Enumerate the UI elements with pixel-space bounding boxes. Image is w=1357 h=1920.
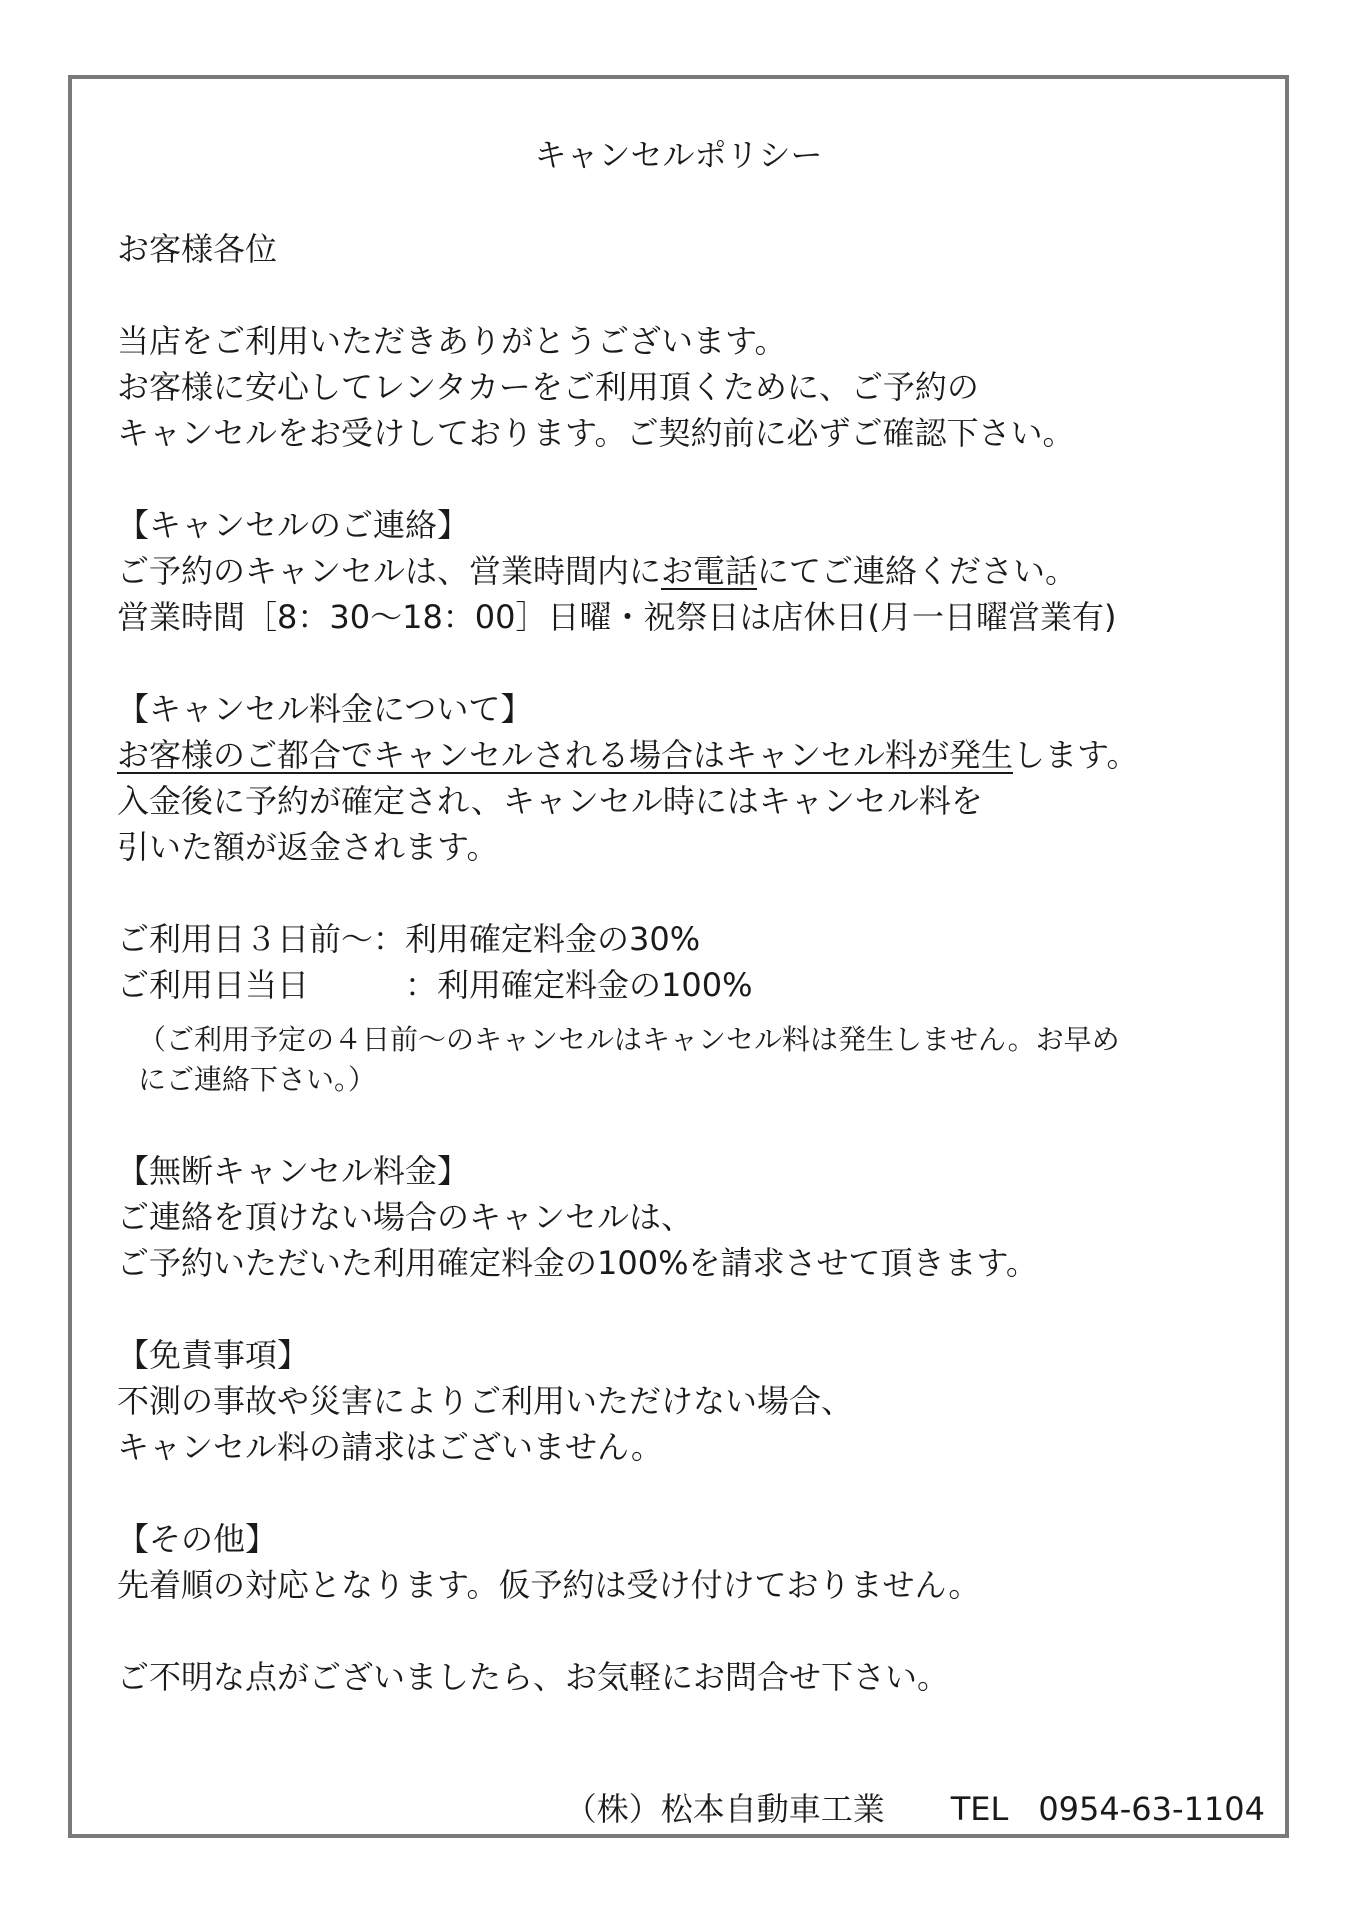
business-hours: 営業時間［8：30〜18：00］日曜・祝祭日は店休日(月一日曜営業有) [117, 598, 1117, 636]
intro-line-1: 当店をご利用いただきありがとうございます。 [117, 322, 787, 360]
contact-line-1-tail: にてご連絡ください。 [757, 552, 1078, 590]
contact-line-1-text: ご予約のキャンセルは、営業時間内に [117, 552, 662, 590]
fee-emphasis: お客様のご都合でキャンセルされる場合はキャンセル料が発生 [117, 736, 1014, 774]
salutation: お客様各位 [117, 230, 278, 268]
fee-note-line-1: （ご利用予定の４日前〜のキャンセルはキャンセル料は発生しません。お早め [138, 1023, 1120, 1056]
page-title: キャンセルポリシー [534, 136, 823, 174]
fee-rate-same-day-label: ご利用日当日 [117, 966, 310, 1004]
fee-line-1 [117, 732, 1138, 778]
tel-label: TEL [950, 1790, 1009, 1828]
fee-rate-3days: ご利用日３日前〜：利用確定料金の30% [117, 920, 701, 958]
disclaimer-line-2: キャンセル料の請求はございません。 [117, 1428, 663, 1466]
fee-line-3: 引いた額が返金されます。 [117, 828, 499, 866]
tel-number: 0954-63-1104 [1038, 1790, 1265, 1828]
company-name: （株）松本自動車工業 [564, 1790, 885, 1828]
closing-line: ご不明な点がございましたら、お気軽にお問合せ下さい。 [117, 1658, 950, 1696]
disclaimer-heading: 【免責事項】 [117, 1336, 310, 1374]
contact-line-1 [117, 548, 1077, 594]
disclaimer-line-1: 不測の事故や災害によりご利用いただけない場合、 [117, 1382, 854, 1420]
fee-rate-same-day [117, 962, 753, 1008]
fee-note-line-2: にご連絡下さい。） [138, 1063, 377, 1096]
contact-heading: 【キャンセルのご連絡】 [117, 506, 470, 544]
noshow-line-2: ご予約いただいた利用確定料金の100%を請求させて頂きます。 [117, 1244, 1038, 1282]
fee-line-1-tail: します。 [1013, 736, 1139, 774]
other-heading: 【その他】 [117, 1520, 278, 1558]
noshow-heading: 【無断キャンセル料金】 [117, 1152, 470, 1190]
other-line-1: 先着順の対応となります。仮予約は受け付けておりません。 [117, 1566, 981, 1604]
contact-phone-emphasis: お電話 [661, 552, 758, 590]
intro-line-3: キャンセルをお受けしております。ご契約前に必ずご確認下さい。 [117, 414, 1075, 452]
intro-line-2: お客様に安心してレンタカーをご利用頂くために、ご予約の [117, 368, 979, 406]
fee-line-2: 入金後に予約が確定され、キャンセル時にはキャンセル料を [117, 782, 983, 820]
fee-rate-same-day-value: ：利用確定料金の100% [405, 966, 753, 1004]
fee-heading: 【キャンセル料金について】 [117, 690, 533, 728]
footer-contact [565, 1786, 1265, 1832]
noshow-line-1: ご連絡を頂けない場合のキャンセルは、 [117, 1198, 694, 1236]
